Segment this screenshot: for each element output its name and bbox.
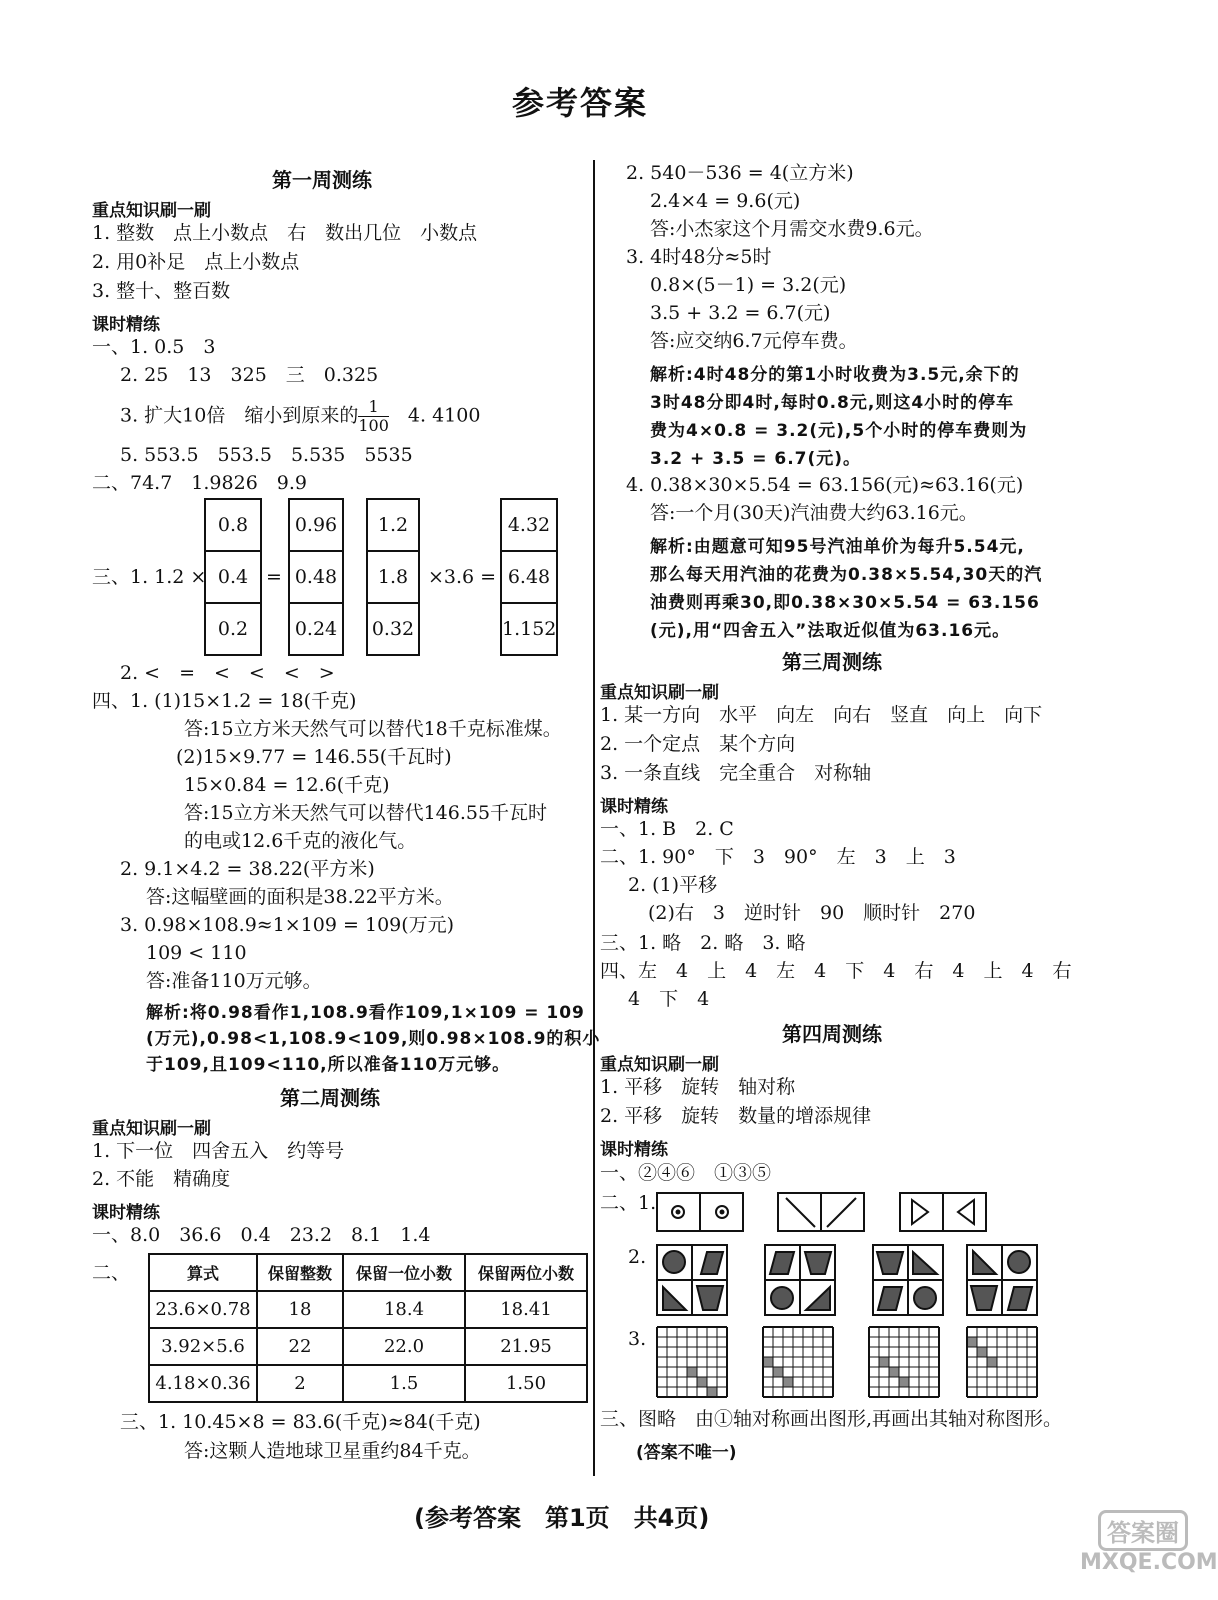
week1-answer-line: 2. 25 13 325 三 0.325 xyxy=(120,364,379,386)
week4-kp-line: 2. 平移 旋转 数量的增添规律 xyxy=(600,1105,872,1127)
table-cell: 18.41 xyxy=(465,1291,587,1328)
week2-explanation: 解析:由题意可知95号汽油单价为每升5.54元, xyxy=(650,537,1025,557)
fraction-numerator: 1 xyxy=(358,398,389,417)
week2-explanation: 3.2 + 3.5 = 6.7(元)。 xyxy=(650,449,862,469)
week2-answer-line: 答:一个月(30天)汽油费大约63.16元。 xyxy=(650,502,978,524)
table-header: 保留整数 xyxy=(257,1254,343,1291)
rounding-table xyxy=(148,1253,588,1403)
week3-kp-title: 重点知识刷一刷 xyxy=(600,683,719,703)
rotation-grid xyxy=(765,1245,835,1315)
box-cell: 0.48 xyxy=(290,552,342,604)
table-cell: 22 xyxy=(257,1328,343,1365)
week4-answer-line: 3. xyxy=(628,1328,647,1350)
grid-shaded-cell xyxy=(967,1337,977,1347)
diagonal-lines-figure xyxy=(778,1193,864,1231)
week1-kp-line: 2. 用0补足 点上小数点 xyxy=(92,251,300,273)
week2-explanation: 油费则再乘30,即0.38×30×5.54 = 63.156 xyxy=(650,593,1040,613)
week2-answer-line: 0.8×(5－1) = 3.2(元) xyxy=(650,274,847,296)
grid-shaded-cell xyxy=(697,1377,707,1387)
box-cell: 1.8 xyxy=(368,552,418,604)
week3-kp-line: 3. 一条直线 完全重合 对称轴 xyxy=(600,762,872,784)
box-cell: 1.152 xyxy=(502,618,557,640)
week2-explanation: 费为4×0.8 = 3.2(元),5个小时的停车费则为 xyxy=(650,421,1028,441)
week2-answer-line: 3.5 + 3.2 = 6.7(元) xyxy=(650,302,831,324)
grid-shaded-cell xyxy=(889,1367,899,1377)
week2-explanation: 解析:4时48分的第1小时收费为3.5元,余下的 xyxy=(650,365,1020,385)
week1-kp-line: 3. 整十、整百数 xyxy=(92,280,231,302)
table-row xyxy=(149,1291,587,1328)
week3-answer-line: 二、1. 90° 下 3 90° 左 3 上 3 xyxy=(600,846,956,868)
table-cell: 22.0 xyxy=(343,1328,465,1365)
week4-heading: 第四周测练 xyxy=(782,1022,882,1046)
week3-answer-line: 一、1. B 2. C xyxy=(600,818,734,840)
table-cell: 18 xyxy=(257,1291,343,1328)
box-cell: 0.8 xyxy=(206,500,260,552)
table-header: 保留一位小数 xyxy=(343,1254,465,1291)
week2-heading: 第二周测练 xyxy=(280,1086,380,1110)
week2-answer-line: 答:小杰家这个月需交水费9.6元。 xyxy=(650,218,934,240)
number-box xyxy=(500,498,558,656)
week1-answer-line: 答:15立方米天然气可以替代18千克标准煤。 xyxy=(184,718,562,740)
week1-answer-line: (2)15×9.77 = 146.55(千瓦时) xyxy=(176,746,452,768)
week2-answer-line: 答:这颗人造地球卫星重约84千克。 xyxy=(184,1440,481,1462)
page-footer: (参考答案 第1页 共4页) xyxy=(414,1504,710,1532)
table-cell: 23.6×0.78 xyxy=(149,1291,257,1328)
week1-answer-line: 的电或12.6千克的液化气。 xyxy=(184,830,417,852)
week1-explanation: 解析:将0.98看作1,108.9看作109,1×109 = 109 xyxy=(146,1003,585,1023)
grid-shaded-cell xyxy=(987,1357,997,1367)
dot-pair-figure xyxy=(657,1193,743,1231)
week3-answer-line: 2. (1)平移 xyxy=(628,874,718,896)
week4-answer-line: 一、②④⑥ ①③⑤ xyxy=(600,1162,772,1184)
grid-figures-row xyxy=(656,1326,1056,1400)
week1-practice-title: 课时精练 xyxy=(92,315,160,335)
grid-shaded-cell xyxy=(783,1377,793,1387)
box-cell: 0.4 xyxy=(206,552,260,604)
table-cell: 1.50 xyxy=(465,1365,587,1402)
rotation-grid xyxy=(873,1245,943,1315)
week1-kp-line: 1. 整数 点上小数点 右 数出几位 小数点 xyxy=(92,222,478,244)
grid-shaded-cell xyxy=(977,1347,987,1357)
week1-answer-line: 5. 553.5 553.5 5.535 5535 xyxy=(120,444,413,466)
answer-text: 3. 扩大10倍 缩小到原来的 xyxy=(120,404,359,427)
week2-practice-title: 课时精练 xyxy=(92,1203,160,1223)
week2-answer-line: 2. 540－536 = 4(立方米) xyxy=(626,162,854,184)
week1-answer-line: 3. 0.98×108.9≈1×109 = 109(万元) xyxy=(120,914,455,936)
watermark-logo: 答案圈 xyxy=(1098,1510,1188,1551)
week1-heading: 第一周测练 xyxy=(272,168,372,192)
rotation-figures-row xyxy=(656,1244,1056,1318)
week1-answer-line: 15×0.84 = 12.6(千克) xyxy=(184,774,390,796)
week4-answer-line: 2. xyxy=(628,1246,647,1268)
grid-shaded-cell xyxy=(707,1387,717,1397)
week1-answer-line: 答:这幅壁画的面积是38.22平方米。 xyxy=(146,886,454,908)
table-header: 算式 xyxy=(149,1254,257,1291)
week3-heading: 第三周测练 xyxy=(782,650,882,674)
column-divider xyxy=(593,160,595,1476)
week1-answer-line xyxy=(120,398,480,435)
week1-answer-line: 答:15立方米天然气可以替代146.55千瓦时 xyxy=(184,802,548,824)
box-cell: 0.24 xyxy=(294,618,338,640)
fraction-denominator: 100 xyxy=(358,416,389,435)
week4-answer-line: 三、图略 由①轴对称画出图形,再画出其轴对称图形。 xyxy=(600,1408,1063,1430)
grid-figure xyxy=(763,1327,833,1397)
week3-practice-title: 课时精练 xyxy=(600,797,668,817)
week1-explanation: (万元),0.98<1,108.9<109,则0.98×108.9的积小 xyxy=(146,1029,601,1049)
week1-answer-line: 答:准备110万元够。 xyxy=(146,970,322,992)
grid-shaded-cell xyxy=(687,1367,697,1377)
triangle-pair-figure xyxy=(900,1193,986,1231)
box-cell: 0.96 xyxy=(290,500,342,552)
week1-answer-line: 2. < = < < < > xyxy=(120,662,335,684)
week3-kp-line: 2. 一个定点 某个方向 xyxy=(600,733,796,755)
grid-shaded-cell xyxy=(899,1377,909,1387)
week2-answer-line: 一、8.0 36.6 0.4 23.2 8.1 1.4 xyxy=(92,1224,431,1246)
week4-kp-title: 重点知识刷一刷 xyxy=(600,1055,719,1075)
week4-practice-title: 课时精练 xyxy=(600,1140,668,1160)
week3-answer-line: 4 下 4 xyxy=(628,988,710,1010)
week1-answer-line: 109 < 110 xyxy=(146,942,247,964)
fraction xyxy=(358,398,389,435)
watermark-url: MXQE.COM xyxy=(1080,1550,1218,1575)
grid-figure xyxy=(869,1327,939,1397)
week2-table-label: 二、 xyxy=(92,1262,131,1284)
page-title: 参考答案 xyxy=(512,84,649,122)
table-header-row xyxy=(149,1254,587,1291)
week1-answer-line: 一、1. 0.5 3 xyxy=(92,336,216,358)
grid-shaded-cell xyxy=(879,1357,889,1367)
week2-answer-line: 3. 4时48分≈5时 xyxy=(626,246,772,268)
week4-note: (答案不唯一) xyxy=(636,1443,737,1463)
table-cell: 18.4 xyxy=(343,1291,465,1328)
equals-sign: = xyxy=(266,566,282,588)
week2-explanation: 那么每天用汽油的花费为0.38×5.54,30天的汽 xyxy=(650,565,1043,585)
number-box xyxy=(366,498,420,656)
table-cell: 1.5 xyxy=(343,1365,465,1402)
box-cell: 0.32 xyxy=(371,618,415,640)
table-cell: 21.95 xyxy=(465,1328,587,1365)
grid-shaded-cell xyxy=(773,1367,783,1377)
box-cell: 0.2 xyxy=(217,618,249,640)
table-cell: 4.18×0.36 xyxy=(149,1365,257,1402)
week3-answer-line: 四、左 4 上 4 左 4 下 4 右 4 上 4 右 xyxy=(600,960,1072,982)
week3-answer-line: (2)右 3 逆时针 90 顺时针 270 xyxy=(648,902,976,924)
table-header: 保留两位小数 xyxy=(465,1254,587,1291)
box-cell: 1.2 xyxy=(368,500,418,552)
week3-kp-line: 1. 某一方向 水平 向左 向右 竖直 向上 向下 xyxy=(600,704,1043,726)
week2-kp-title: 重点知识刷一刷 xyxy=(92,1119,211,1139)
rotation-grid xyxy=(967,1245,1037,1315)
grid-shaded-cell xyxy=(763,1357,773,1367)
week2-kp-line: 2. 不能 精确度 xyxy=(92,1168,231,1190)
week1-answer-line: 四、1. (1)15×1.2 = 18(千克) xyxy=(92,690,357,712)
grid-figure xyxy=(967,1327,1037,1397)
week4-kp-line: 1. 平移 旋转 轴对称 xyxy=(600,1076,796,1098)
week1-kp-title: 重点知识刷一刷 xyxy=(92,201,211,221)
table-cell: 2 xyxy=(257,1365,343,1402)
box-cell: 6.48 xyxy=(502,552,556,604)
week1-explanation: 于109,且109<110,所以准备110万元够。 xyxy=(146,1055,511,1075)
week1-answer-line: 2. 9.1×4.2 = 38.22(平方米) xyxy=(120,858,375,880)
symmetry-figures-row xyxy=(656,1192,1106,1234)
week3-answer-line: 三、1. 略 2. 略 3. 略 xyxy=(600,932,806,954)
week1-answer-line: 二、74.7 1.9826 9.9 xyxy=(92,472,308,494)
week2-answer-line: 三、1. 10.45×8 = 83.6(千克)≈84(千克) xyxy=(120,1411,481,1433)
table-row xyxy=(149,1365,587,1402)
week4-answer-line: 二、1. xyxy=(600,1192,657,1214)
grid-figure xyxy=(657,1327,727,1397)
week2-explanation: (元),用“四舍五入”法取近似值为63.16元。 xyxy=(650,621,1011,641)
table-row xyxy=(149,1328,587,1365)
table-cell: 3.92×5.6 xyxy=(149,1328,257,1365)
week2-answer-line: 4. 0.38×30×5.54 = 63.156(元)≈63.16(元) xyxy=(626,474,1024,496)
week2-answer-line: 答:应交纳6.7元停车费。 xyxy=(650,330,858,352)
week2-kp-line: 1. 下一位 四舍五入 约等号 xyxy=(92,1140,345,1162)
week2-explanation: 3时48分即4时,每时0.8元,则这4小时的停车 xyxy=(650,393,1015,413)
multiply-label: ×3.6 = xyxy=(428,566,497,588)
number-box xyxy=(204,498,262,656)
number-box xyxy=(288,498,344,656)
week2-answer-line: 2.4×4 = 9.6(元) xyxy=(650,190,801,212)
answer-text: 4. 4100 xyxy=(407,404,481,427)
box-cell: 4.32 xyxy=(502,500,556,552)
rotation-grid xyxy=(657,1245,727,1315)
box-equation-label: 三、1. 1.2 × xyxy=(92,566,207,588)
